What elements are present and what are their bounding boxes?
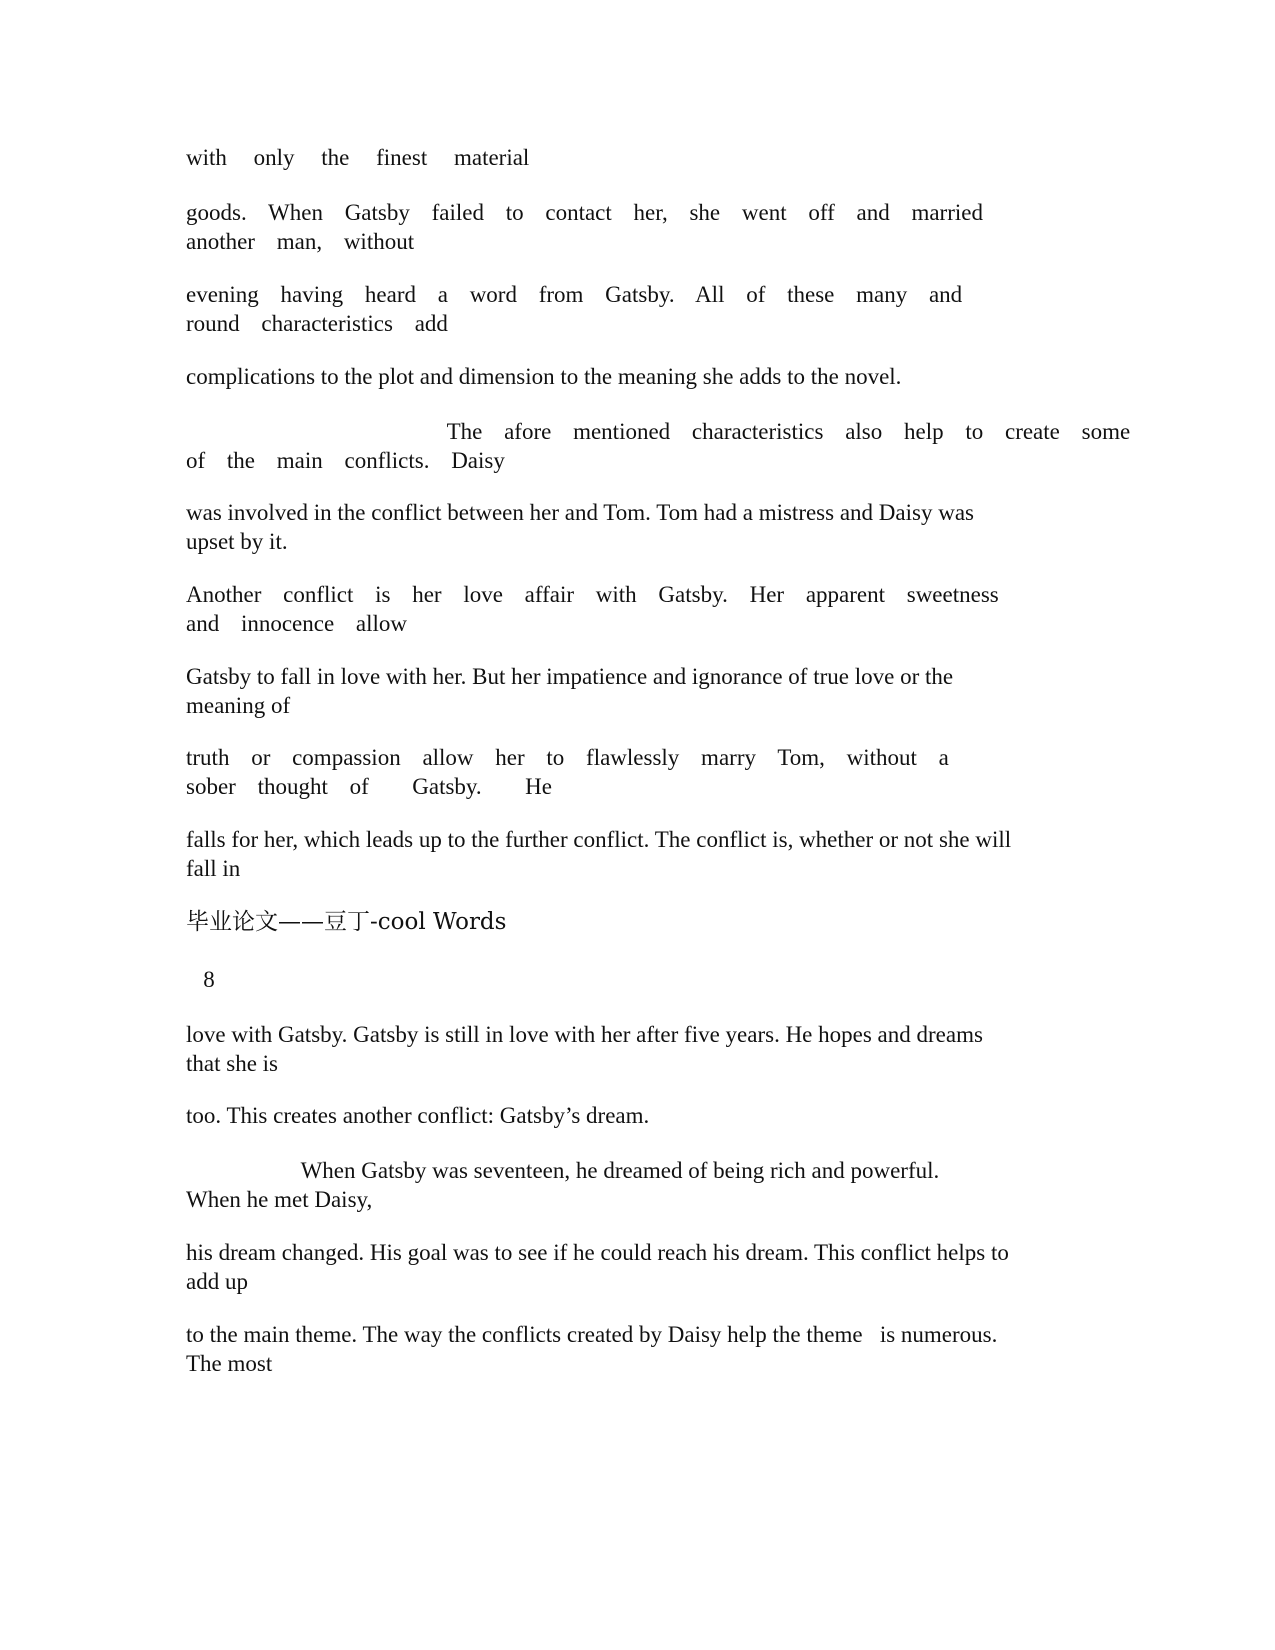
- text-line: too. This creates another conflict: Gatsby’s dream.: [186, 1103, 650, 1128]
- text-line: was involved in the conflict between her and Tom. Tom had a mistress and Daisy was: [186, 500, 974, 525]
- text-line: meaning of: [186, 693, 291, 718]
- text-line: add up: [186, 1269, 248, 1294]
- text-line: sober thought of Gatsby. He: [186, 774, 552, 799]
- paragraph-15: [186, 1320, 1086, 1378]
- text-line: falls for her, which leads up to the further conflict. The conflict is, whether or not she will: [186, 827, 1012, 852]
- text-line: and innocence allow: [186, 611, 408, 636]
- page-footer-watermark: [186, 908, 1086, 937]
- text-line: The most: [186, 1351, 273, 1376]
- text-line: 毕业论文——豆丁-cool Words: [186, 909, 507, 935]
- page-number: [186, 965, 1086, 994]
- text-line: of the main conflicts. Daisy: [186, 448, 505, 473]
- text-line: to the main theme. The way the conflicts created by Daisy help the theme is numerous.: [186, 1322, 998, 1347]
- text-line: another man, without: [186, 229, 415, 254]
- paragraph-10: [186, 825, 1086, 883]
- text-line: Gatsby to fall in love with her. But her impatience and ignorance of true love or the: [186, 664, 954, 689]
- text-line: love with Gatsby. Gatsby is still in love with her after five years. He hopes and dreams: [186, 1022, 983, 1047]
- text-line: When Gatsby was seventeen, he dreamed of being rich and powerful.: [186, 1158, 940, 1183]
- text-line: 8: [186, 967, 215, 992]
- text-line: his dream changed. His goal was to see if he could reach his dream. This conflict helps to: [186, 1240, 1009, 1265]
- paragraph-2: [186, 198, 1086, 256]
- paragraph-1: [186, 143, 1086, 172]
- paragraph-14: [186, 1238, 1086, 1296]
- text-line: fall in: [186, 856, 241, 881]
- text-line: Another conflict is her love affair with Gatsby. Her apparent sweetness: [186, 582, 999, 607]
- text-line: with only the finest material: [186, 145, 530, 170]
- text-line: The afore mentioned characteristics also help to create some: [186, 419, 1131, 444]
- text-line: truth or compassion allow her to flawlessly marry Tom, without a: [186, 745, 949, 770]
- paragraph-6: [186, 498, 1086, 556]
- text-line: When he met Daisy,: [186, 1187, 373, 1212]
- text-line: that she is: [186, 1051, 278, 1076]
- text-line: evening having heard a word from Gatsby. All of these many and: [186, 282, 963, 307]
- paragraph-8: [186, 662, 1086, 720]
- paragraph-3: [186, 280, 1086, 338]
- text-line: goods. When Gatsby failed to contact her, she went off and married: [186, 200, 983, 225]
- text-line: round characteristics add: [186, 311, 448, 336]
- paragraph-11: [186, 1020, 1086, 1078]
- paragraph-4: [186, 362, 1086, 391]
- paragraph-12: [186, 1101, 1086, 1130]
- text-line: complications to the plot and dimension to the meaning she adds to the novel.: [186, 364, 902, 389]
- paragraph-5: [186, 417, 1131, 475]
- paragraph-13: [186, 1156, 1086, 1214]
- text-line: upset by it.: [186, 529, 288, 554]
- paragraph-9: [186, 743, 1086, 801]
- paragraph-7: [186, 580, 1086, 638]
